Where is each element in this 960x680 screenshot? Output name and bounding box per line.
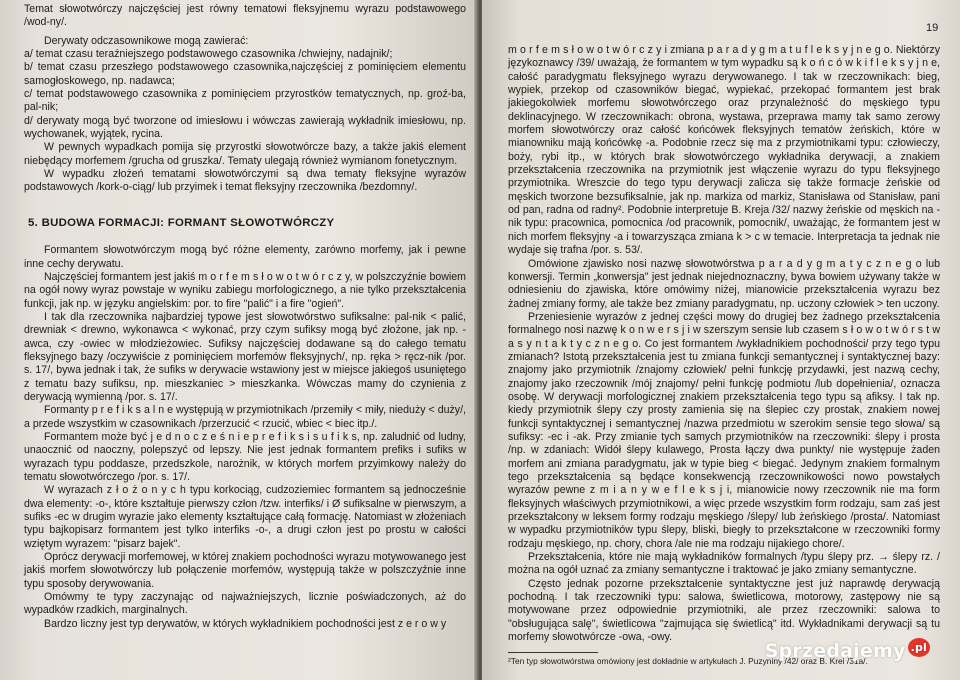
watermark-logo [765,640,930,662]
paragraph: c/ temat podstawowego czasownika z pominięciem przyrostków tematycznych, np. groź-ba, pal-nik; [24,88,466,114]
watermark-text: Sprzedajemy [764,640,906,662]
paragraph: Często jednak pozorne przekształcenie syntaktyczne jest już naprawdę derywacją pochodną. I tak rzeczowniki typu: salowa, świetlicowa, motorowy, zastępowy nie są motywowane przez odpowiednie przymiotniki, ale przez rzeczowniki: salowa to "obsługująca salę", świetlicowa "zajmująca się świetlicą" itd. Wykładnikami derywacji są tu morfemy słowotwórcze -owa, -owy. [508,577,940,644]
paragraph: d/ derywaty mogą być tworzone od imiesłowu i wówczas zawierają wykładnik imiesłowu, np. wychowanek, wyjątek, rycina. [24,114,466,141]
watermark-suffix: .pl [908,638,930,657]
left-page [0,0,478,680]
paragraph: Derywaty odczasownikowe mogą zawierać: [44,34,249,47]
paragraph: W wyrazach z ł o ż o n y c h typu korkociąg, cudzoziemiec formantem są jednocześnie dwa elementy: -o-, które kształtuje pierwszy człon /tzw. interfiks/ i Ø sufiksalne w pierwszym, a sufiks -ec w drugim wyrazie jako elementy kształtujące całą formację. Natomiast w złożeniach typu bajkopisarz formantem jest tylko interfiks -o-, a drugi człon jest po prostu w całości wziętym wyrazem: "pisarz bajek". [24,484,466,550]
right-page [482,0,960,680]
paragraph: Formantem może być j e d n o c z e ś n i e p r e f i k s i s u f i k s, np. zaludnić od ludny, unaocznić od naoczny, polepszyć od lepszy. Nie jest jednak formantem prefiks i sufiks w wyrazach typu poddasze, przedszkole, narożnik, w których morfem przyimkowy należy do tematu słowotwórczego /por. s. 17/. [24,430,466,483]
paragraph: W wypadku złożeń tematami słowotwórczymi są dwa tematy fleksyjne wyrazów podstawowych /kork-o-ciąg/ lub przyimek i temat fleksyjny rzeczownika /bezdomny/. [24,168,466,194]
paragraph: Przeniesienie wyrazów z jednej części mowy do drugiej bez żadnego przekształcenia formalnego nosi nazwę k o n w e r s j i w szerszym sensie lub czasem s ł o w o t w ó r s t w a s y n t a k t y c z n e g o. Co jest formantem /wykładnikiem pochodności/ przy tego typu zmianach? Istotą przekształcenia jest tu zmiana funkcji semantycznej i syntaktycznej bazy: znajomy jako przymiotnik /znajomy człowiek/ pełni funkcję przydawki, jest nazwą cechy, znajomy jako rzeczownik /mój znajomy/ pełni funkcję podmiotu /lub dopełnienia/, oznacza osobę. W derywacji morfologicznej znakiem przekształcenia tego typu są afiksy. I tak np. kiedy przymiotnik ślepy czy prosty zamienia się na ślepiec czy prostak, znakiem nowej funkcji syntaktycznej i semantycznej /nazwa przedmiotu w szerokim sensie tego słowa/ są sufiksy: -ec i -ak. Przy zmianie tych samych przymiotników na rzeczowniki: ślepy i prosta /np. w zdaniach: Widół ślepy kulawego, Prosta łączy dwa punkty/ nie występuje żaden morfem ani zmiana paradygmatu, jak w typie bieg < biegać. Jedynym znakiem formalnym tego przekształcenia są będące konsekwencją rzeczownikowości nowo powstałych wyrazów pewne z m i a n y w e f l e k s j i, mianowicie nowy rzeczownik nie ma form fleksyjnych właściwych przymiotnikowi, a więc przede wszystkim form rodzaju, sam zaś jest przekształcony w leksem formy rodzaju męskiego /ślepy/ lub żeńskiego /prosta/. Natomiast w wypadku przymiotników typu ślepy, bliski, biegły to przekształcone w rzeczowniki formy rodzaju męskiego, np. chory, chora /ale nie ma rodzaju nijakiego chore/. [508,310,940,550]
paragraph: b/ temat czasu przeszłego podstawowego czasownika,najczęściej z pominięciem elementu samogłoskowego, np. nadawca; [24,61,466,87]
paragraph: Bardzo liczny jest typ derywatów, w których wykładnikiem pochodności jest z e r o w y [44,617,447,630]
footnote-rule [508,652,598,653]
right-text-column [508,44,940,667]
paragraph: Omówmy te typy zaczynając od najważniejszych, licznie poświadczonych, aż do wypadków rzadkich, marginalnych. [24,591,466,617]
footnote: ²Ten typ słowotwórstwa omówiony jest dokładnie w artykułach J. Puzyniny /42/ oraz B. Krei /31a/. [508,656,868,667]
paragraph: Temat słowotwórczy najczęściej jest równy tematowi fleksyjnemu wyrazu podstawowego /wod-ny/. [24,3,466,29]
paragraph: Formantem słowotwórczym mogą być różne elementy, zarówno morfemy, jak i pewne inne cechy derywatu. [24,244,466,270]
paragraph: Najczęściej formantem jest jakiś m o r f e m s ł o w o t w ó r c z y, w polszczyźnie bowiem na ogół nowy wyraz powstaje w wyniku zabiegu morfologicznego, a nie tylko przekształcenia funkcji, jak np. w języku angielskim: por. to fire "palić" i a fire "ogień". [24,270,466,310]
paragraph: m o r f e m s ł o w o t w ó r c z y i zmiana p a r a d y g m a t u f l e k s y j n e g o. Niektórzy językoznawcy /39/ uważają, że formantem w tym wypadku są k o ń c ó w k i f l e k s y j n e, całość paradygmatu fleksyjnego wyrazu derywowanego. I tak w rzeczownikach: bieg, wypiek, przekop od czasowników biegać, wypiekać, przekopać formantem jest brak jakiegokolwiek morfemu słowotwórczego oraz przynależność do męskiego typu deklinacyjnego. W rzeczownikach: obrona, wystawa, przeprawa mamy tak samo zerowy morfem słowotwórczy oraz całość końcówek fleksyjnych tematów żeńskich, które w mianowniku mają końcówkę -a. Podobnie rzecz się ma z przymiotnikami typu: człowieczy, boży, rybi itp., w których brak słowotwórczego wykładnika derywacji, a znakiem przekształcenia rzeczownika na przymiotnik jest włączenie wyrazu do typu fleksyjnego przymiotnika. Wreszcie do tego typu derywacji zalicza się także formacje żeńskie od męskich tworzone bezsufiksalnie, jak np. markiza od markiz, Stanisława od Stanisław, pani od pan, radna od radny². Podobnie interpretuje B. Kreja /32/ nazwy żeńskie od męskich na -nik typu: pracownica, pomocnica /od pracownik, pomocnik/, uważając, że formantem jest w nich morfem fleksyjny -a i towarzysząca zmiana k > c w temacie. Interpretacja ta jednak nie wydaje się trafna /por. s. 53/. [508,44,940,257]
paragraph: Omówione zjawisko nosi nazwę słowotwórstwa p a r a d y g m a t y c z n e g o lub konwersji. Termin „konwersja" jest jednak niejednoznaczny, bywa bowiem używany także w odniesieniu do zjawiska, które omówimy niżej, mianowicie przekształcenia wyrazu bez żadnej zmiany formy, ale także bez zmiany paradygmatu, np. uczony człowiek > ten uczony. [508,257,940,310]
paragraph: a/ temat czasu teraźniejszego podstawowego czasownika /chwiejny, nadajnik/; [24,48,393,61]
section-heading: 5. BUDOWA FORMACJI: FORMANT SŁOWOTWÓRCZY [28,216,335,229]
paragraph: I tak dla rzeczownika najbardziej typowe jest słowotwórstwo sufiksalne: pal-nik < palić, drewniak < drewno, wykonawca < wykonać, przy czym sufiksy mogą być złożone, jak np. -awca, czy -owiec w młodzieżowiec. Sufiksy najczęściej dodawane są do całego tematu fleksyjnego bazy /oczywiście z pominięciem morfemów fleksyjnych/, np. ręka > ręcz-nik /por. s. 17/, bywa jednak i tak, że sufiks w derywacie wstawiony jest w miejsce jakiegoś usuniętego z tematu bazy sufiksu, np. mieszkaniec > mieszkanka. Wówczas mamy do czynienia z derywacją wymienną /por. s. 17/. [24,310,466,403]
left-text-column [24,3,466,631]
page-number: 19 [926,22,939,34]
paragraph: Formanty p r e f i k s a l n e występują w przymiotnikach /przemiły < miły, nieduży < duży/, a przede wszystkim w czasownikach /przerzucić < rzucić, wbiec < biec itp./. [24,404,466,430]
paragraph: Przekształcenia, które nie mają wykładników formalnych /typu ślepy prz. → ślepy rz. / można na ogół uznać za zmiany semantyczne i traktować je jako zmiany semantyczne. [508,551,940,577]
paragraph: Oprócz derywacji morfemowej, w której znakiem pochodności wyrazu motywowanego jest jakiś morfem słowotwórczy lub połączenie morfemów, występują także w polszczyźnie inne typu sposoby derywowania. [24,551,466,590]
paragraph: W pewnych wypadkach pomija się przyrostki słowotwórcze bazy, a także jakiś element niebędący morfemem /grucha od gruszka/. Tematy ulegają również wymianom fonetycznym. [24,141,466,167]
